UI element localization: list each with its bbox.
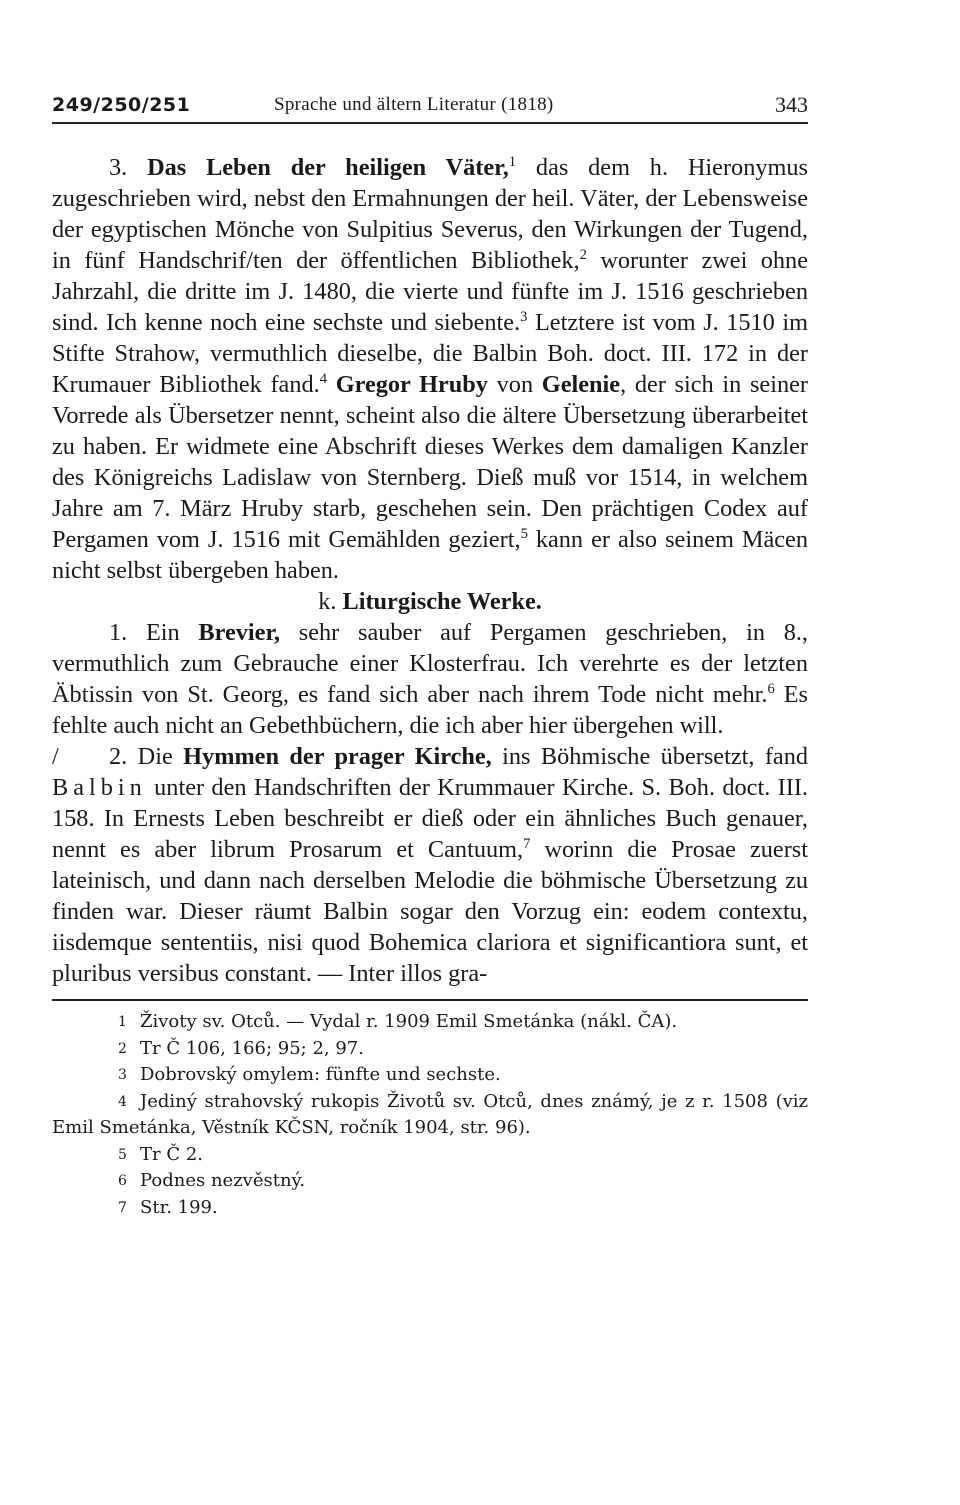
paragraph-text: das dem h. Hieronymus zugeschrieben wird, nebst den Ermahnungen der heil. Väter, der Lebensweise der egyptischen Mönche von Sulpitius Severus, den Wirkungen der Tugend, in fünf Handschrif/ten der öffentlichen Bibliothek, (52, 154, 808, 274)
section-title: Liturgische Werke. (342, 588, 542, 615)
footnote-number: 4 (118, 1093, 127, 1110)
paragraph-text: von (487, 371, 542, 398)
footnote-ref[interactable]: 7 (523, 835, 531, 852)
page-number: 343 (775, 92, 808, 117)
item-number: 1. (109, 619, 128, 646)
footnote-text: Tr Č 106, 166; 95; 2, 97. (140, 1037, 364, 1059)
footnote-number: 7 (118, 1199, 127, 1216)
footnote-ref[interactable]: 1 (508, 153, 517, 170)
paragraph-text: worinn die Prosae zuerst lateinisch, und dann nach derselben Melodie die böhmische Übersetzung zu finden war. Dieser räumt Balbin sogar den Vorzug ein: eodem contextu, iisdemque sententiis, nisi quod Bohemica clariora et significantiora sunt, et pluribus versibus constant. — Inter illos gra- (52, 836, 808, 987)
footnote (52, 1168, 808, 1195)
footnote-number: 2 (118, 1040, 127, 1057)
running-header (52, 92, 808, 124)
footnote (52, 1036, 808, 1063)
footnote-ref[interactable]: 6 (767, 680, 775, 697)
footnote-ref[interactable]: 3 (520, 308, 528, 325)
footnote-number: 3 (118, 1067, 127, 1083)
paragraph-text: worunter zwei ohne Jahrzahl, die dritte im J. 1480, die vierte und fünfte im J. 1516 geschrieben sind. Ich kenne noch eine sechste und siebente. (52, 247, 808, 336)
running-title: Sprache und ältern Literatur (1818) (274, 94, 554, 115)
work-title: Hymmen der prager Kirche, (183, 743, 492, 770)
section-heading (52, 586, 808, 617)
footnote-ref[interactable]: 5 (520, 525, 528, 542)
footnote-text: Str. 199. (140, 1196, 218, 1218)
footnote-ref[interactable]: 2 (579, 246, 587, 263)
page-break-mark: / (52, 743, 59, 770)
paragraph-text: Die (137, 743, 184, 770)
paragraph-3 (52, 741, 808, 989)
paragraph-2 (52, 617, 808, 741)
paragraph-1 (52, 152, 808, 586)
paragraph-text: , der sich in seiner Vorrede als Übersetzer nennt, scheint also die ältere Übersetzung überarbeitet zu haben. Er widmete eine Abschrift dieses Werkes dem damaligen Kanzler des Königreichs Ladislaw von Sternberg. Dieß muß vor 1514, in welchem Jahre am 7. März Hruby starb, geschehen sein. Den prächtigen Codex auf Pergamen vom J. 1516 mit Gemählden geziert, (52, 371, 808, 553)
footnote-number: 6 (118, 1173, 127, 1189)
book-page (52, 92, 808, 1221)
paragraph-text: kann er also seinem Mäcen nicht selbst übergeben haben. (52, 526, 808, 584)
footnote-text: Životy sv. Otců. — Vydal r. 1909 Emil Smetánka (nákl. ČA). (140, 1011, 678, 1032)
footnote-number: 5 (118, 1146, 127, 1163)
footnote (52, 1195, 808, 1222)
paragraph-text: Ein (145, 619, 199, 646)
footnote-text: Jediný strahovský rukopis Životů sv. Otců, dnes známý, je z r. 1508 (viz Emil Smetánka, Věstník KČSN, ročník 1904, str. 96). (52, 1090, 808, 1138)
footnote-text: Tr Č 2. (140, 1143, 203, 1165)
paragraph-text: ins Böhmische übersetzt, fand (491, 743, 809, 770)
footnote (52, 1089, 808, 1142)
main-text (52, 152, 808, 989)
page-reference: 249/250/251 (52, 94, 191, 116)
item-number: 2. (109, 743, 128, 770)
footnote-divider (52, 999, 808, 1001)
paragraph-text: sehr sauber auf Pergamen geschrieben, in 8., vermuthlich zum Gebrauche einer Klosterfrau. Ich verehrte es der letzten Äbtissin von St. Georg, es fand sich aber nach ihrem Tode nicht mehr. (52, 619, 808, 708)
footnote-text: Podnes nezvěstný. (140, 1170, 306, 1191)
spaced-name: Balbin (52, 774, 147, 801)
footnote-number: 1 (118, 1014, 127, 1030)
footnote (52, 1009, 808, 1036)
footnotes (52, 1009, 808, 1221)
person-name: Gregor Hruby (335, 371, 488, 398)
paragraph-text: unter den Handschriften der Krummauer Kirche. S. Boh. doct. III. 158. In Ernests Leben beschreibt er dieß oder ein ähnliches Buch genauer, nennt es aber librum Prosarum et Cantuum, (52, 774, 808, 863)
paragraph-text: Letztere ist vom J. 1510 im Stifte Strahow, vermuthlich dieselbe, die Balbin Boh. doct. III. 172 in der Krumauer Bibliothek fand. (52, 309, 808, 398)
section-letter: k. (318, 588, 337, 615)
item-number: 3. (109, 154, 128, 181)
work-title: Brevier, (198, 619, 281, 646)
work-title: Das Leben der heiligen Väter, (147, 154, 509, 181)
footnote-ref[interactable]: 4 (319, 370, 328, 387)
footnote (52, 1062, 808, 1089)
footnote (52, 1142, 808, 1169)
place-name: Gelenie (541, 371, 621, 398)
footnote-text: Dobrovský omylem: fünfte und sechste. (140, 1064, 501, 1085)
paragraph-text: Es fehlte auch nicht an Gebethbüchern, die ich aber hier übergehen will. (52, 681, 808, 739)
